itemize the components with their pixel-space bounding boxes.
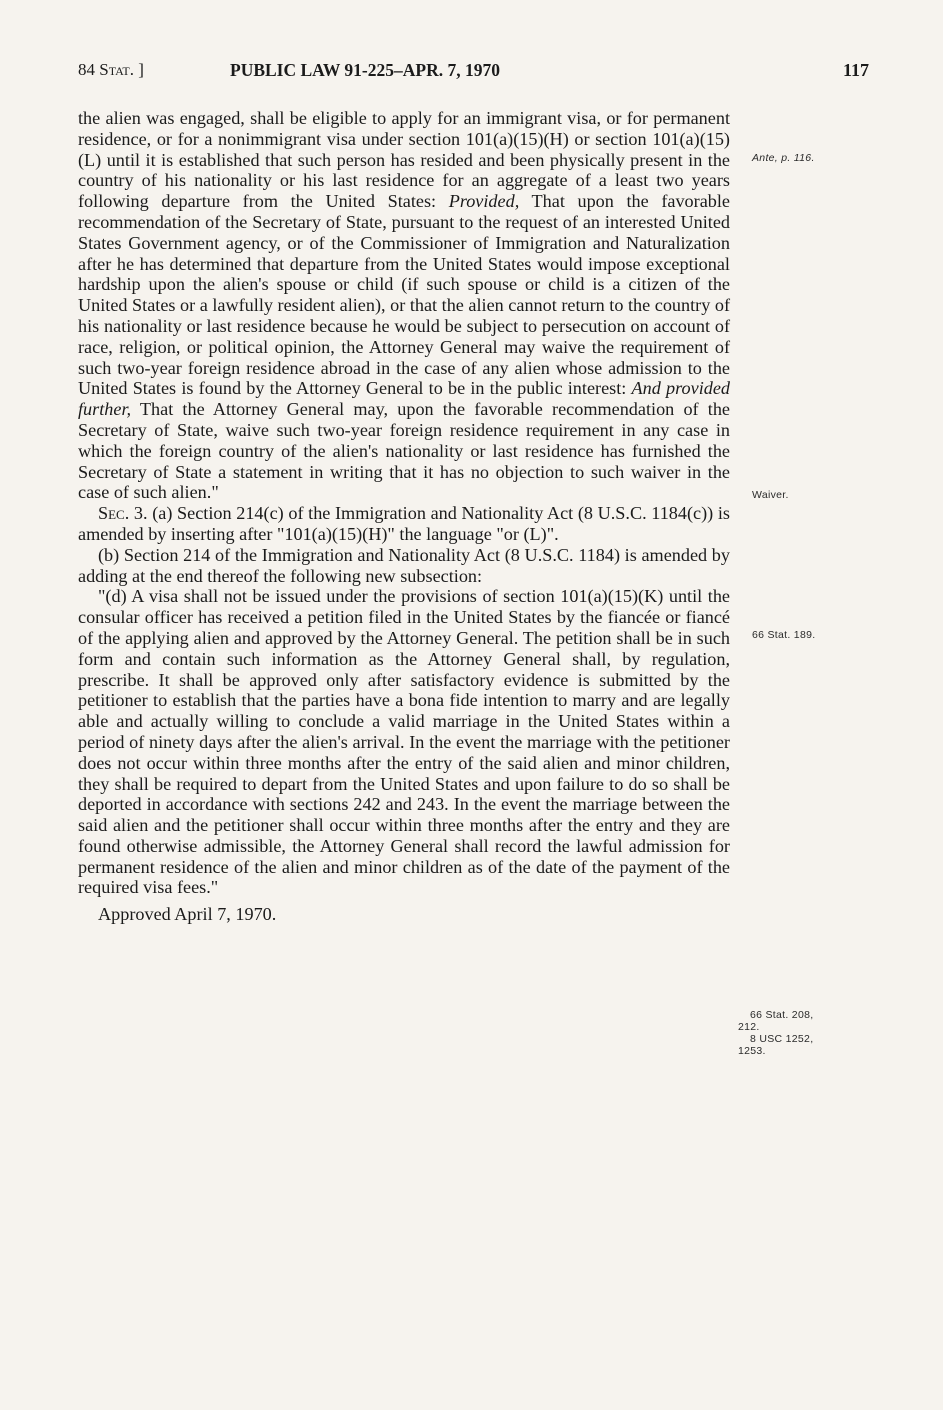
header-statute-ref: 84 Stat. ] xyxy=(78,60,144,79)
paragraph-text: That the Attorney General may, upon the favorable recommendation of the Secretary of State, waive such two-year foreign residence requirement in any case in which the foreign country of the alien's nationality or last residence has furnished the Secretary of State a statement in writing that it has no objection to such waiver in the case of such alien." xyxy=(78,399,730,503)
margin-note-ante xyxy=(752,152,815,164)
proviso-label: And provided further, xyxy=(78,378,731,420)
section-label: Sec. 3. xyxy=(98,503,148,524)
section-3-paragraph-b: (b) Section 214 of the Immigration and Nationality Act (8 U.S.C. 1184) is amended by adding at the end thereof the following new subsection: xyxy=(78,544,730,586)
margin-note-line: 8 USC 1252, xyxy=(750,1033,814,1045)
page-number: 117 xyxy=(843,60,870,80)
header-title: PUBLIC LAW 91-225–APR. 7, 1970 xyxy=(230,60,500,80)
paragraph-continuation xyxy=(78,108,730,503)
margin-note-line: 66 Stat. 208, xyxy=(750,1009,814,1021)
margin-note-text: Ante, p. 116. xyxy=(752,152,815,164)
section-3-paragraph-a xyxy=(78,503,730,545)
margin-note-66-stat-208 xyxy=(738,1009,813,1057)
margin-note-line: 1253. xyxy=(738,1045,766,1057)
margin-note-waiver: Waiver. xyxy=(752,489,789,501)
subsection-d-paragraph: "(d) A visa shall not be issued under the provisions of section 101(a)(15)(K) until the consular officer has received a petition filed in the United States by the fiancée or fiancé of the applying alien and approved by the Attorney General. The petition shall be in such form and contain such information as the Attorney General shall, by regulation, prescribe. It shall be approved only after satisfactory evidence is submitted by the petitioner to establish that the parties have a bona fide intention to marry and are legally able and actually willing to conclude a valid marriage in the United States within a period of ninety days after the alien's arrival. In the event the marriage with the petitioner does not occur within three months after the entry of the said alien and minor children, they shall be required to depart from the United States and upon failure to do so shall be deported in accordance with sections 242 and 243. In the event the marriage between the said alien and the petitioner shall occur within three months after the entry and they are found otherwise admissible, the Attorney General shall record the lawful admission for permanent residence of the alien and minor children as of the date of the payment of the required visa fees." xyxy=(78,586,730,898)
paragraph-text: (a) Section 214(c) of the Immigration and Nationality Act (8 U.S.C. 1184(c)) is amended by inserting after "101(a)(15)(H)" the language "or (L)". xyxy=(78,503,731,544)
proviso-label: Provided, xyxy=(448,191,520,212)
paragraph-text: the alien was engaged, shall be eligible to apply for an immigrant visa, or for permanent residence, or for a nonimmigrant visa under section 101(a)(15)(H) or section 101(a)(15)(L) until it is established that such person has resided and been physically present in the country of his nationality or his last residence for an aggregate of a least two years following departure from the United States: xyxy=(78,108,730,212)
paragraph-text: That upon the favorable recommendation of the Secretary of State, pursuant to the request of an interested United States Government agency, or of the Commissioner of Immigration and Naturalization after he has determined that departure from the United States would impose exceptional hardship upon the alien's spouse or child (if such spouse or child is a citizen of the United States or a lawfully resident alien), or that the alien cannot return to the country of his nationality or last residence because he would be subject to persecution on account of race, religion, or political opinion, the Attorney General may waive the requirement of such two-year foreign residence abroad in the case of any alien whose admission to the United States is found by the Attorney General to be in the public interest: xyxy=(78,191,731,399)
margin-note-66-stat-189: 66 Stat. 189. xyxy=(752,629,816,641)
approval-line: Approved April 7, 1970. xyxy=(98,904,277,925)
body-text xyxy=(78,108,730,925)
margin-note-line: 212. xyxy=(738,1021,760,1033)
